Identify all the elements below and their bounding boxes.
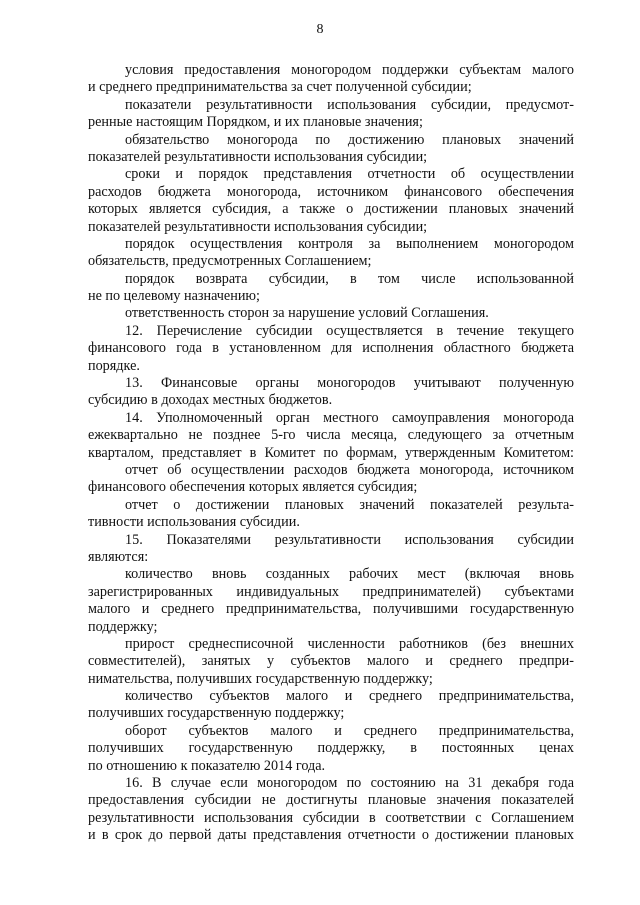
text-line: расходов бюджета моногорода, источником финансового обеспечения xyxy=(88,183,574,200)
text-line: нимательства, получивших государственную поддержку; xyxy=(88,670,433,687)
text-line: и в срок до первой даты представления отчетности о достижении плановых xyxy=(88,827,574,844)
text-line: количество вновь созданных рабочих мест (включая вновь xyxy=(125,566,574,583)
text-line: порядок возврата субсидии, в том числе использованной xyxy=(125,270,574,287)
text-line: не по целевому назначению; xyxy=(88,288,260,305)
text-line: ренные настоящим Порядком, и их плановые значения; xyxy=(88,114,423,131)
text-line: 12. Перечисление субсидии осуществляется в течение текущего xyxy=(125,322,574,339)
text-line: количество субъектов малого и среднего предпринимательства, xyxy=(125,688,574,705)
text-line: прирост среднесписочной численности работников (без внешних xyxy=(125,635,574,652)
text-line: обязательство моногорода по достижению плановых значений xyxy=(125,131,574,148)
text-line: показатели результативности использования субсидии, предусмот- xyxy=(125,96,574,113)
text-line: финансового года в установленном для исполнения областного бюджета xyxy=(88,340,574,357)
text-line: предоставления субсидии не достигнуты плановые значения показателей xyxy=(88,792,574,809)
text-line: 13. Финансовые органы моногородов учитывают полученную xyxy=(125,375,574,392)
text-line: которых является субсидия, а также о достижении плановых значений xyxy=(88,201,574,218)
text-line: показателей результативности использования субсидии; xyxy=(88,148,428,165)
text-line: 15. Показателями результативности использования субсидии xyxy=(125,531,574,548)
text-line: порядок осуществления контроля за выполнением моногородом xyxy=(125,235,574,252)
text-line: отчет о достижении плановых значений показателей результа- xyxy=(125,496,574,513)
text-line: сроки и порядок представления отчетности об осуществлении xyxy=(125,166,574,183)
text-line: ответственность сторон за нарушение условий Соглашения. xyxy=(125,305,489,322)
text-line: субсидию в доходах местных бюджетов. xyxy=(88,392,333,409)
document-body xyxy=(88,62,574,845)
text-line: поддержку; xyxy=(88,618,158,635)
page-number: 8 xyxy=(316,22,324,37)
text-line: порядке. xyxy=(88,357,140,374)
text-line: условия предоставления моногородом поддержки субъектам малого xyxy=(125,62,574,78)
text-line: зарегистрированных индивидуальных предпринимателей) субъектами xyxy=(88,583,574,600)
text-line: кварталом, представляет в Комитет по формам, утвержденным Комитетом: xyxy=(88,444,574,461)
text-line: тивности использования субсидии. xyxy=(88,514,300,531)
text-line: ежеквартально не позднее 5-го числа месяца, следующего за отчетным xyxy=(88,427,574,444)
text-line: финансового обеспечения которых является субсидия; xyxy=(88,479,418,496)
text-line: по отношению к показателю 2014 года. xyxy=(88,757,326,774)
text-line: получивших государственную поддержку; xyxy=(88,705,345,722)
text-line: являются: xyxy=(88,548,149,565)
text-line: 14. Уполномоченный орган местного самоуправления моногорода xyxy=(125,409,574,426)
text-line: получивших государственную поддержку, в постоянных ценах xyxy=(88,740,574,757)
text-line: совместителей), занятых у субъектов малого и среднего предпри- xyxy=(88,653,574,670)
text-line: отчет об осуществлении расходов бюджета моногорода, источником xyxy=(125,461,574,478)
text-line: 16. В случае если моногородом по состоянию на 31 декабря года xyxy=(125,775,574,792)
text-line: оборот субъектов малого и среднего предпринимательства, xyxy=(125,722,574,739)
text-line: и среднего предпринимательства за счет полученной субсидии; xyxy=(88,79,472,96)
text-line: результативности использования субсидии в соответствии с Соглашением xyxy=(88,809,574,826)
text-line: малого и среднего предпринимательства, получившими государственную xyxy=(88,601,574,618)
text-line: обязательств, предусмотренных Соглашением; xyxy=(88,253,372,270)
text-line: показателей результативности использования субсидии; xyxy=(88,218,428,235)
